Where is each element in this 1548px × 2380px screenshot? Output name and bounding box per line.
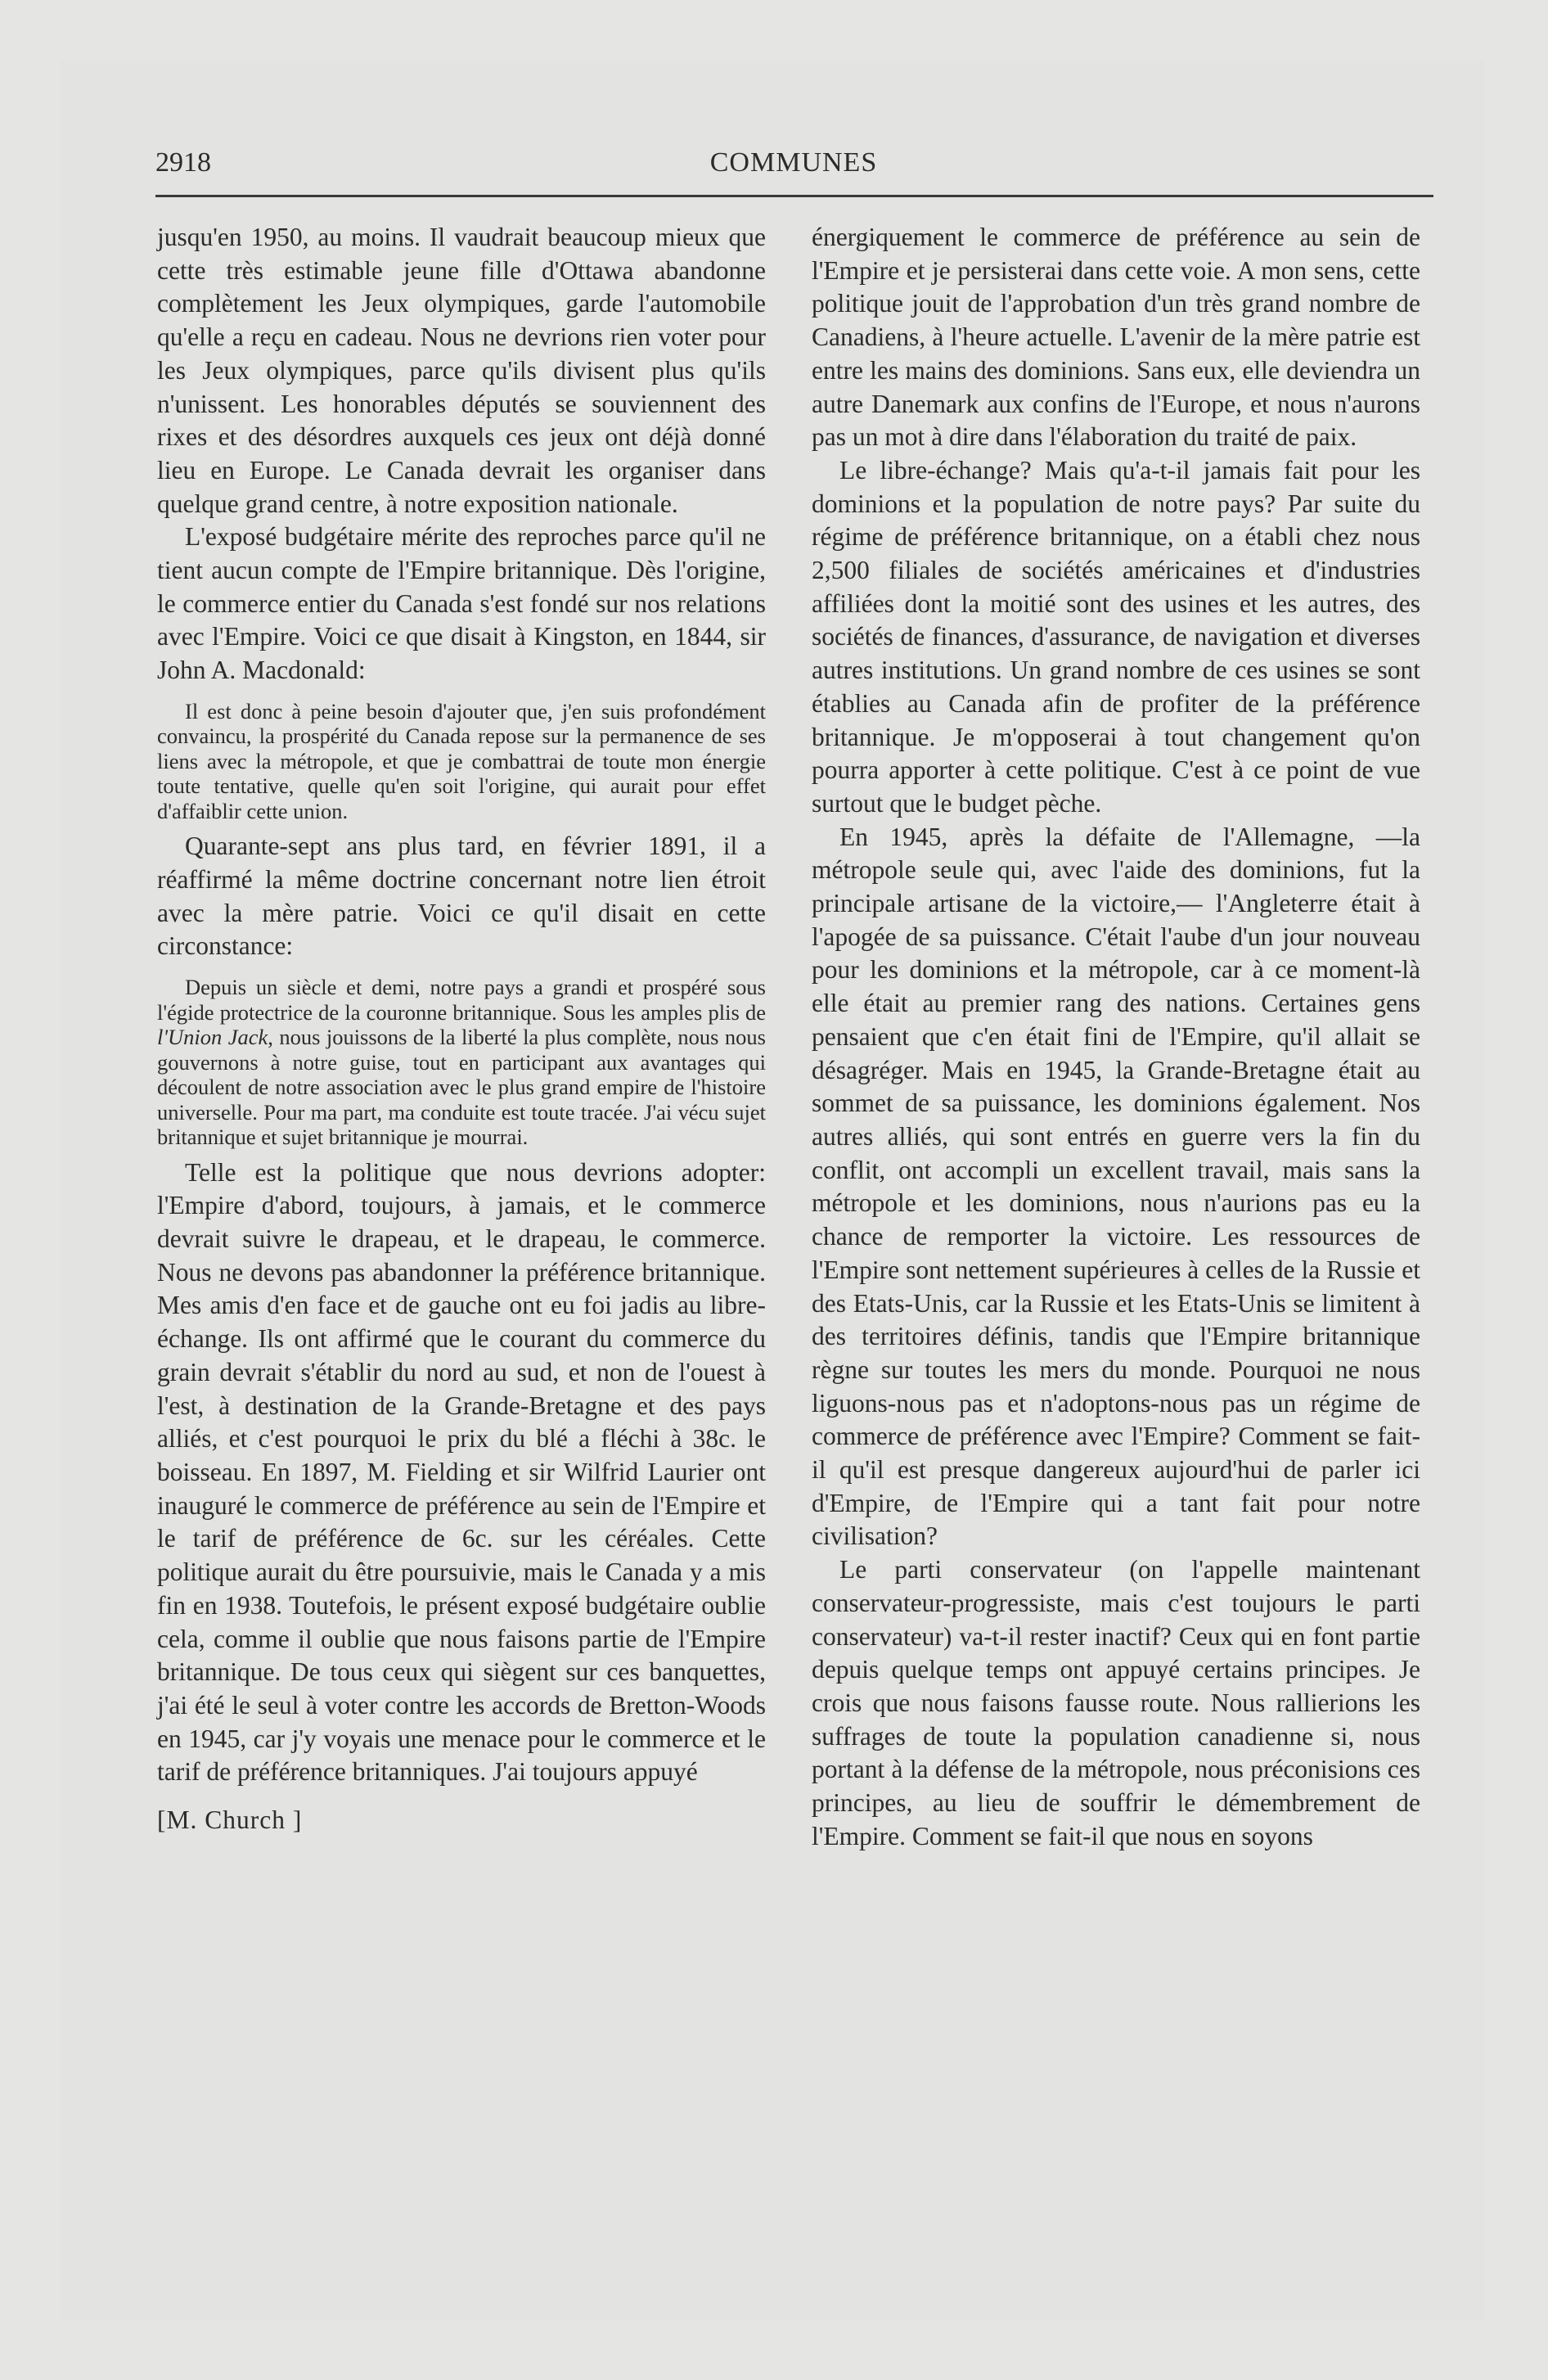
paragraph: Le libre-échange? Mais qu'a-t-il jamais fait pour les dominions et la population de notre pays? Par suite du régime de préférence britannique, on a établi chez nous 2,500 filiales de sociétés américaines et d'industries affiliées dont la moitié sont des usines et les autres, des sociétés de finances, d'assurance, de navigation et diverses autres institutions. Un grand nombre de ces usines se sont établies au Canada afin de profiter de la préférence britannique. Je m'opposerai à tout changement qu'on pourra apporter à cette politique. C'est à ce point de vue surtout que le budget pèche. <box>812 455 1420 818</box>
right-column <box>812 221 1420 1853</box>
quote-text: Depuis un siècle et demi, notre pays a grandi et prospéré sous l'égide protectrice de la couronne britannique. Sous les amples plis de <box>157 975 766 1025</box>
block-quote: Il est donc à peine besoin d'ajouter que, j'en suis profondément convaincu, la prospérité du Canada repose sur la permanence de ses liens avec la métropole, et que je combattrai de toute mon énergie toute tentative, quelle qu'en soit l'origine, qui aurait pour effet d'affaiblir cette union. <box>157 698 766 823</box>
page-header <box>155 147 1432 196</box>
running-head-title: COMMUNES <box>709 147 878 178</box>
quote-emphasis: l'Union Jack <box>157 1025 268 1050</box>
paragraph: Telle est la politique que nous devrions adopter: l'Empire d'abord, toujours, à jamais, et le commerce devrait suivre le drapeau, et le drapeau, le commerce. Nous ne devons pas abandonner la préférence britannique. Mes amis d'en face et de gauche ont eu foi jadis au libre-échange. Ils ont affirmé que le courant du commerce du grain devrait s'établir du nord au sud, et non de l'ouest à l'est, à destination de la Grande-Bretagne et des pays alliés, et c'est pourquoi le prix du blé a fléchi à 38c. le boisseau. En 1897, M. Fielding et sir Wilfrid Laurier ont inauguré le commerce de préférence au sein de l'Empire et le tarif de préférence de 6c. sur les céréales. Cette politique aurait du être poursuivie, mais le Canada y a mis fin en 1938. Toutefois, le présent exposé budgétaire oublie cela, comme il oublie que nous faisons partie de l'Empire britannique. De tous ceux qui siègent sur ces banquettes, j'ai été le seul à voter contre les accords de Bretton-Woods en 1945, car j'y voyais une menace pour le commerce et le tarif de préférence britanniques. J'ai toujours appuyé <box>157 1157 766 1787</box>
paragraph: énergiquement le commerce de préférence au sein de l'Empire et je persisterai dans cette voie. A mon sens, cette politique jouit de l'approbation d'un très grand nombre de Canadiens, à l'heure actuelle. L'avenir de la mère patrie est entre les mains des dominions. Sans eux, elle deviendra un autre Danemark aux confins de l'Europe, et nous n'aurons pas un mot à dire dans l'élaboration du traité de paix. <box>812 223 1420 452</box>
paragraph: En 1945, après la défaite de l'Allemagne, —la métropole seule qui, avec l'aide des dominions, fut la principale artisane de la victoire,— l'Angleterre était à l'apogée de sa puissance. C'était l'aube d'un jour nouveau pour les dominions et la métropole, car à ce moment-là elle était au premier rang des nations. Certaines gens pensaient que c'en était fini de l'Empire, qu'il allait se désagréger. Mais en 1945, la Grande-Bretagne était au sommet de sa puissance, les dominions également. Nos autres alliés, qui sont entrés en guerre vers la fin du conflit, ont accompli un excellent travail, mais sans la métropole et les dominions, nous n'aurions pas eu la chance de remporter la victoire. Les ressources de l'Empire sont nettement supérieures à celles de la Russie et des Etats-Unis, car la Russie et les Etats-Unis se limitent à des territoires définis, tandis que l'Empire britannique règne sur toutes les mers du monde. Pourquoi ne nous liguons-nous pas et n'adoptons-nous pas un régime de commerce de préférence avec l'Empire? Comment se fait-il qu'il est presque dangereux aujourd'hui de parler ici d'Empire, de l'Empire qui a tant fait pour notre civilisation? <box>812 822 1420 1551</box>
block-quote <box>157 975 766 1150</box>
paragraph: Le parti conservateur (on l'appelle maintenant conservateur-progressiste, mais c'est toujours le parti conservateur) va-t-il rester inactif? Ceux qui en font partie depuis quelque temps ont appuyé certains principes. Je crois que nous faisons fausse route. Nous rallierions les suffrages de toute la population canadienne si, nous portant à la défense de la métropole, nous préconisions ces principes, au lieu de souffrir le démembrement de l'Empire. Comment se fait-il que nous en soyons <box>812 1555 1420 1850</box>
speaker-note: [M. Church ] <box>157 1805 303 1835</box>
paragraph: Quarante-sept ans plus tard, en février 1891, il a réaffirmé la même doctrine concernant notre lien étroit avec la mère patrie. Voici ce qu'il disait en cette circonstance: <box>157 832 766 961</box>
quote-text: , nous jouissons de la liberté la plus complète, nous nous gouvernons à notre guise, tout en participant aux avantages qui découlent de notre association avec le plus grand empire de l'histoire universelle. Pour ma part, ma conduite est toute tracée. J'ai vécu sujet britannique et sujet britannique je mourrai. <box>157 1025 766 1150</box>
header-rule <box>155 195 1433 197</box>
paragraph: L'exposé budgétaire mérite des reproches parce qu'il ne tient aucun compte de l'Empire britannique. Dès l'origine, le commerce entier du Canada s'est fondé sur nos relations avec l'Empire. Voici ce que disait à Kingston, en 1844, sir John A. Macdonald: <box>157 522 766 685</box>
left-column <box>157 221 766 1837</box>
paragraph: jusqu'en 1950, au moins. Il vaudrait beaucoup mieux que cette très estimable jeune fille d'Ottawa abandonne complètement les Jeux olympiques, garde l'automobile qu'elle a reçu en cadeau. Nous ne devrions rien voter pour les Jeux olympiques, parce qu'ils divisent plus qu'ils n'unissent. Les honorables députés se souviennent des rixes et des désordres auxquels ces jeux ont déjà donné lieu en Europe. Le Canada devrait les organiser dans quelque grand centre, à notre exposition nationale. <box>157 223 766 518</box>
page-number: 2918 <box>155 147 211 178</box>
